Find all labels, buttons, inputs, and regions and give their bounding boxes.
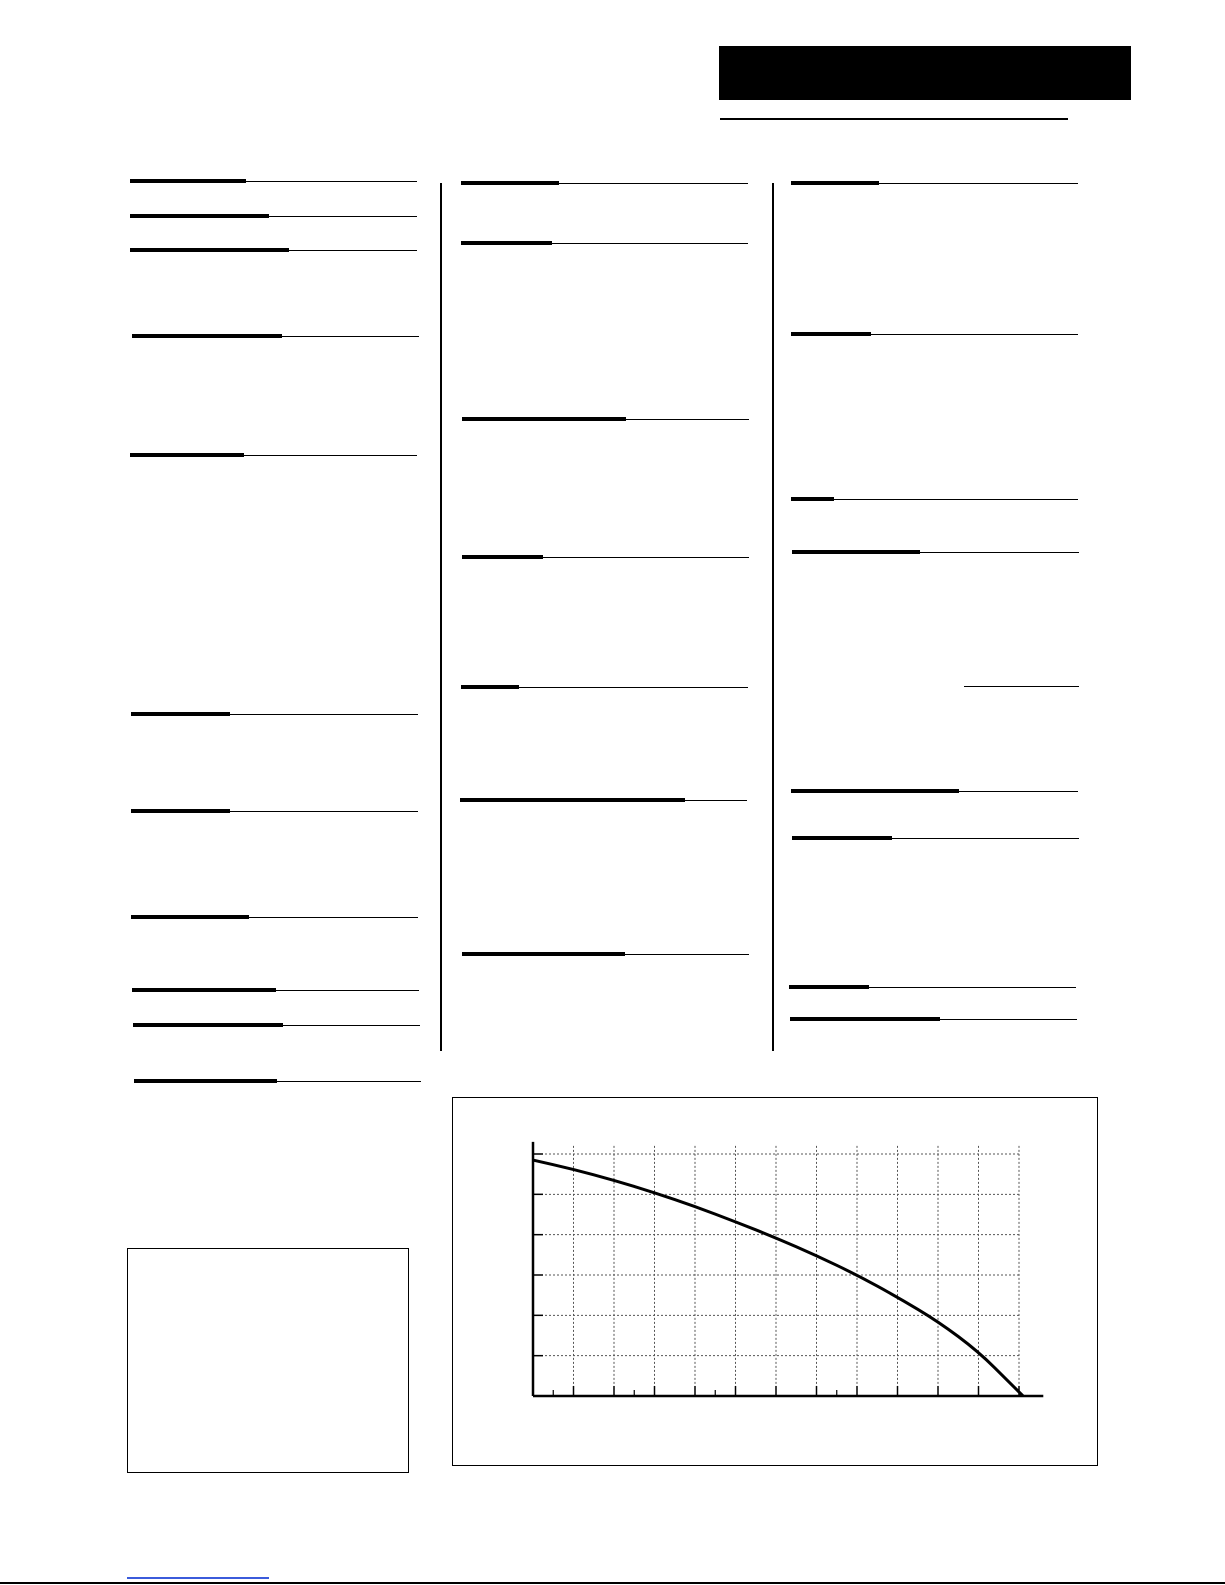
- performance-curve: [533, 1160, 1023, 1396]
- footer-rule: [0, 1582, 1225, 1584]
- footer-link[interactable]: [127, 1577, 269, 1579]
